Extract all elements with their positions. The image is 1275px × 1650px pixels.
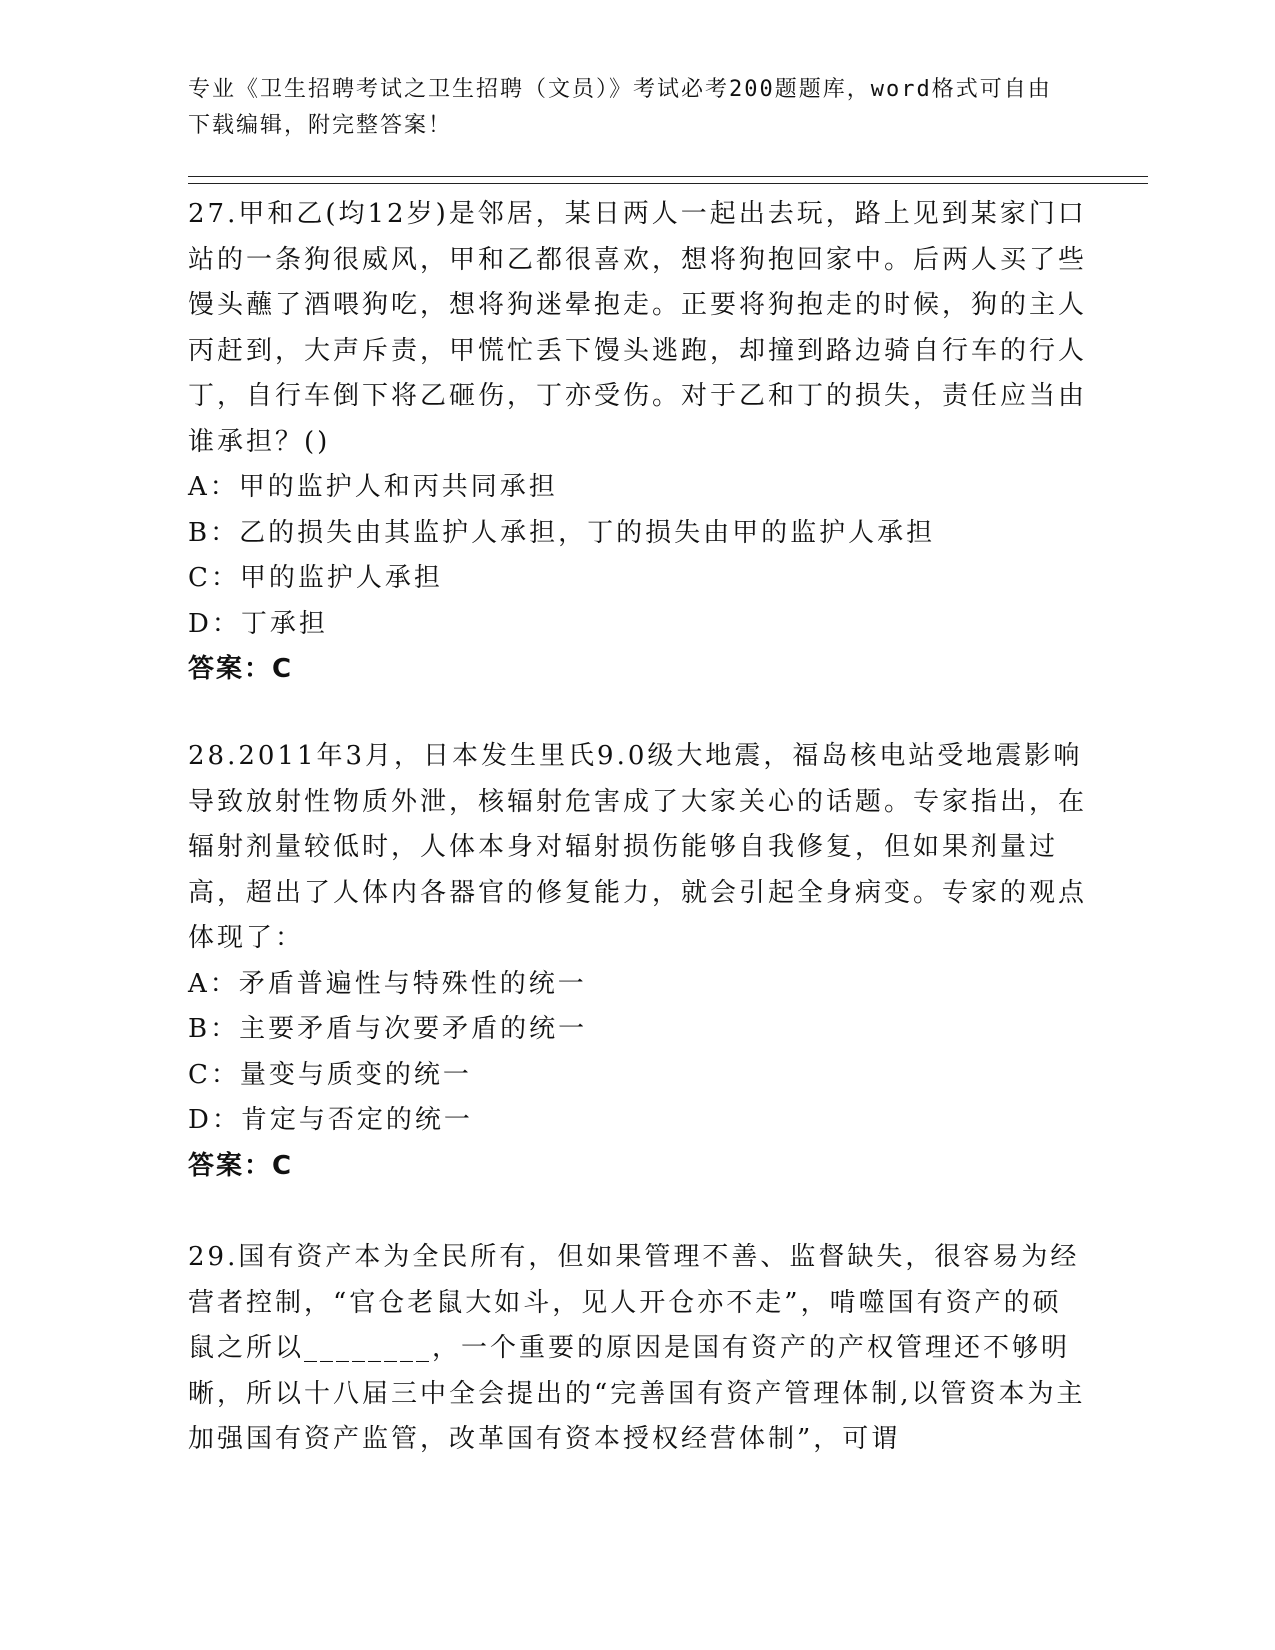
question-27 bbox=[188, 192, 1088, 693]
page-header: 专业《卫生招聘考试之卫生招聘（文员）》考试必考200题题库，word格式可自由下载编辑，附完整答案！ bbox=[188, 77, 1052, 138]
option-a: A：甲的监护人和丙共同承担 bbox=[188, 472, 558, 502]
option-b: B：乙的损失由其监护人承担，丁的损失由甲的监护人承担 bbox=[188, 517, 936, 548]
question-stem: 28.2011年3月，日本发生里氏9.0级大地震，福岛核电站受地震影响导致放射性物质外泄，核辐射危害成了大家关心的话题。专家指出，在辐射剂量较低时，人体本身对辐射损伤能够自我修复，但如果剂量过高，超出了人体内各器官的修复能力，就会引起全身病变。专家的观点体现了： bbox=[188, 741, 1088, 953]
option-a: A：矛盾普遍性与特殊性的统一 bbox=[188, 968, 587, 999]
header-rule-top bbox=[188, 176, 1148, 177]
answer: 答案：C bbox=[188, 1150, 294, 1181]
question-28 bbox=[188, 734, 1088, 1189]
option-c: C：甲的监护人承担 bbox=[188, 563, 443, 593]
question-stem: 27.甲和乙(均12岁)是邻居，某日两人一起出去玩，路上见到某家门口站的一条狗很威风，甲和乙都很喜欢，想将狗抱回家中。后两人买了些馒头蘸了酒喂狗吃，想将狗迷晕抱走。正要将狗抱走的时候，狗的主人丙赶到，大声斥责，甲慌忙丢下馒头逃跑，却撞到路边骑自行车的行人丁，自行车倒下将乙砸伤，丁亦受伤。对于乙和丁的损失，责任应当由谁承担？() bbox=[188, 199, 1088, 457]
question-29 bbox=[188, 1235, 1088, 1463]
answer: 答案：C bbox=[188, 654, 294, 684]
option-b: B：主要矛盾与次要矛盾的统一 bbox=[188, 1014, 588, 1044]
header-rule-bottom bbox=[188, 183, 1148, 184]
option-d: D：肯定与否定的统一 bbox=[188, 1105, 473, 1135]
option-c: C：量变与质变的统一 bbox=[188, 1059, 472, 1090]
option-d: D：丁承担 bbox=[188, 608, 328, 639]
question-stem: 29.国有资产本为全民所有，但如果管理不善、监督缺失，很容易为经营者控制，“官仓老鼠大如斗，见人开仓亦不走”，啃噬国有资产的硕鼠之所以________，一个重要的原因是国有资产的产权管理还不够明晰，所以十八届三中全会提出的“完善国有资产管理体制,以管资本为主加强国有资产监管，改革国有资本授权经营体制”，可谓 bbox=[188, 1242, 1086, 1454]
